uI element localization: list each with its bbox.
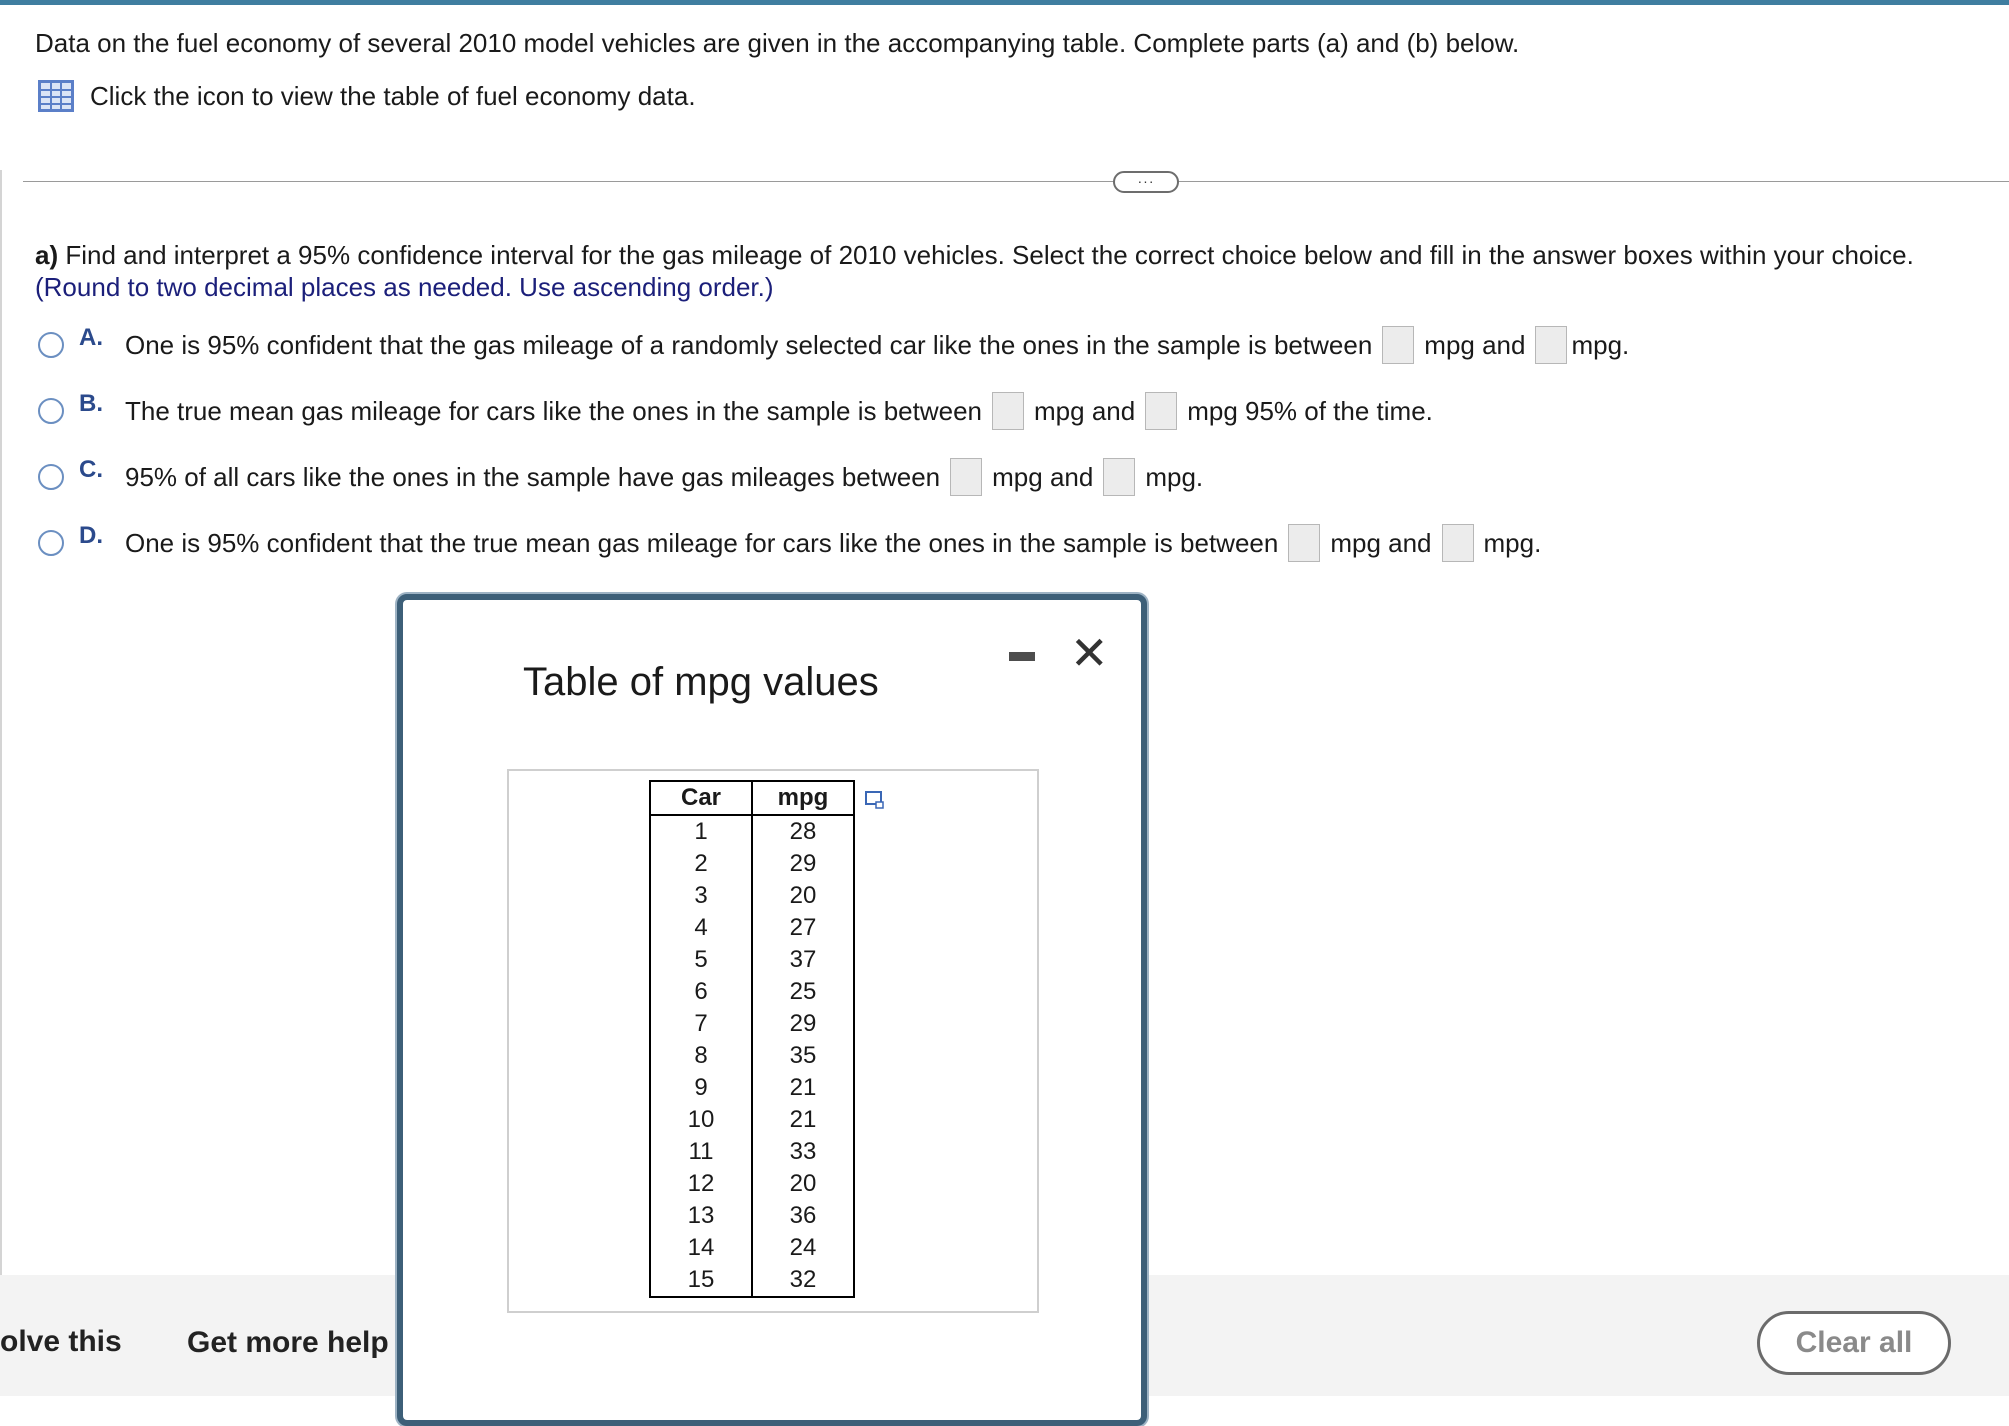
choice-text: The true mean gas mileage for cars like the ones in the sample is between [125,395,983,426]
choice-letter: B. [79,390,103,417]
choice-text: mpg and [1424,329,1526,360]
answer-box-lower[interactable] [1288,524,1320,562]
table-row [650,1200,854,1232]
mpg-cell: 21 [752,1104,854,1136]
choice-text: mpg. [1483,527,1542,558]
table-row [650,912,854,944]
mpg-cell: 20 [752,1168,854,1200]
mpg-cell: 35 [752,1040,854,1072]
choice-d[interactable] [38,524,1541,562]
radio-button[interactable] [38,530,64,556]
choice-text: One is 95% confident that the true mean gas mileage for cars like the ones in the sample is between [125,527,1279,558]
question-text [35,240,1914,271]
choice-text: mpg. [1571,329,1630,360]
view-table-link[interactable] [38,80,696,112]
mpg-cell: 25 [752,976,854,1008]
radio-button[interactable] [38,464,64,490]
top-accent-bar [0,0,2009,5]
choice-text: mpg 95% of the time. [1187,395,1433,426]
table-row [650,976,854,1008]
table-container [507,769,1039,1313]
answer-box-upper[interactable] [1442,524,1474,562]
expand-more-button[interactable]: ··· [1113,171,1179,193]
answer-box-lower[interactable] [1382,326,1414,364]
car-cell: 12 [650,1168,752,1200]
mpg-cell: 29 [752,848,854,880]
mpg-cell: 20 [752,880,854,912]
table-row [650,1008,854,1040]
section-divider [23,181,2009,182]
copy-table-icon[interactable] [864,789,886,816]
table-row [650,944,854,976]
answer-box-lower[interactable] [992,392,1024,430]
car-cell: 3 [650,880,752,912]
modal-title: Table of mpg values [523,660,879,704]
car-cell: 11 [650,1136,752,1168]
choice-b[interactable] [38,392,1433,430]
question-body: Find and interpret a 95% confidence interval for the gas mileage of 2010 vehicles. Select the correct choice below and fill in the answer boxes within your choice. [65,240,1914,270]
table-row [650,880,854,912]
choice-c[interactable] [38,458,1203,496]
choice-letter: C. [79,456,103,483]
close-icon[interactable]: ✕ [1070,627,1109,679]
table-row [650,1040,854,1072]
choice-text: One is 95% confident that the gas mileage of a randomly selected car like the ones in the sample is between [125,329,1373,360]
answer-box-upper[interactable] [1103,458,1135,496]
choice-text: mpg and [992,461,1094,492]
data-table-modal [397,594,1147,1426]
left-rule [0,170,2,1275]
car-cell: 1 [650,815,752,848]
table-row [650,1136,854,1168]
table-row [650,1072,854,1104]
get-more-help-link[interactable]: Get more help [187,1326,389,1359]
choice-text: mpg and [1330,527,1432,558]
part-label: a) [35,240,59,270]
car-cell: 4 [650,912,752,944]
car-cell: 13 [650,1200,752,1232]
mpg-cell: 32 [752,1264,854,1297]
view-table-label[interactable]: Click the icon to view the table of fuel economy data. [90,80,696,111]
solve-this-link[interactable]: olve this [0,1325,122,1358]
mpg-cell: 28 [752,815,854,848]
car-cell: 6 [650,976,752,1008]
car-cell: 8 [650,1040,752,1072]
table-row [650,1168,854,1200]
minimize-icon[interactable] [1009,652,1035,661]
choice-letter: D. [79,522,103,549]
mpg-cell: 33 [752,1136,854,1168]
choice-a[interactable] [38,326,1629,364]
answer-box-lower[interactable] [950,458,982,496]
mpg-cell: 29 [752,1008,854,1040]
answer-box-upper[interactable] [1145,392,1177,430]
table-row [650,1232,854,1264]
car-cell: 10 [650,1104,752,1136]
table-row [650,848,854,880]
answer-box-upper[interactable] [1535,326,1567,364]
column-header: mpg [752,781,854,815]
table-row [650,815,854,848]
car-cell: 9 [650,1072,752,1104]
choice-letter: A. [79,324,103,351]
car-cell: 15 [650,1264,752,1297]
radio-button[interactable] [38,332,64,358]
mpg-cell: 36 [752,1200,854,1232]
car-cell: 5 [650,944,752,976]
clear-all-button[interactable]: Clear all [1757,1311,1951,1375]
mpg-cell: 21 [752,1072,854,1104]
rounding-hint: (Round to two decimal places as needed. Use ascending order.) [35,272,774,302]
mpg-table [649,780,855,1298]
table-grid-icon[interactable] [38,80,74,112]
radio-button[interactable] [38,398,64,424]
table-row [650,1104,854,1136]
car-cell: 2 [650,848,752,880]
car-cell: 14 [650,1232,752,1264]
mpg-cell: 37 [752,944,854,976]
column-header: Car [650,781,752,815]
mpg-cell: 24 [752,1232,854,1264]
car-cell: 7 [650,1008,752,1040]
choice-text: mpg and [1034,395,1136,426]
choice-text: 95% of all cars like the ones in the sample have gas mileages between [125,461,941,492]
choice-text: mpg. [1145,461,1204,492]
mpg-cell: 27 [752,912,854,944]
intro-text: Data on the fuel economy of several 2010 model vehicles are given in the accompanying table. Complete parts (a) and (b) below. [35,28,1520,58]
table-row [650,1264,854,1297]
